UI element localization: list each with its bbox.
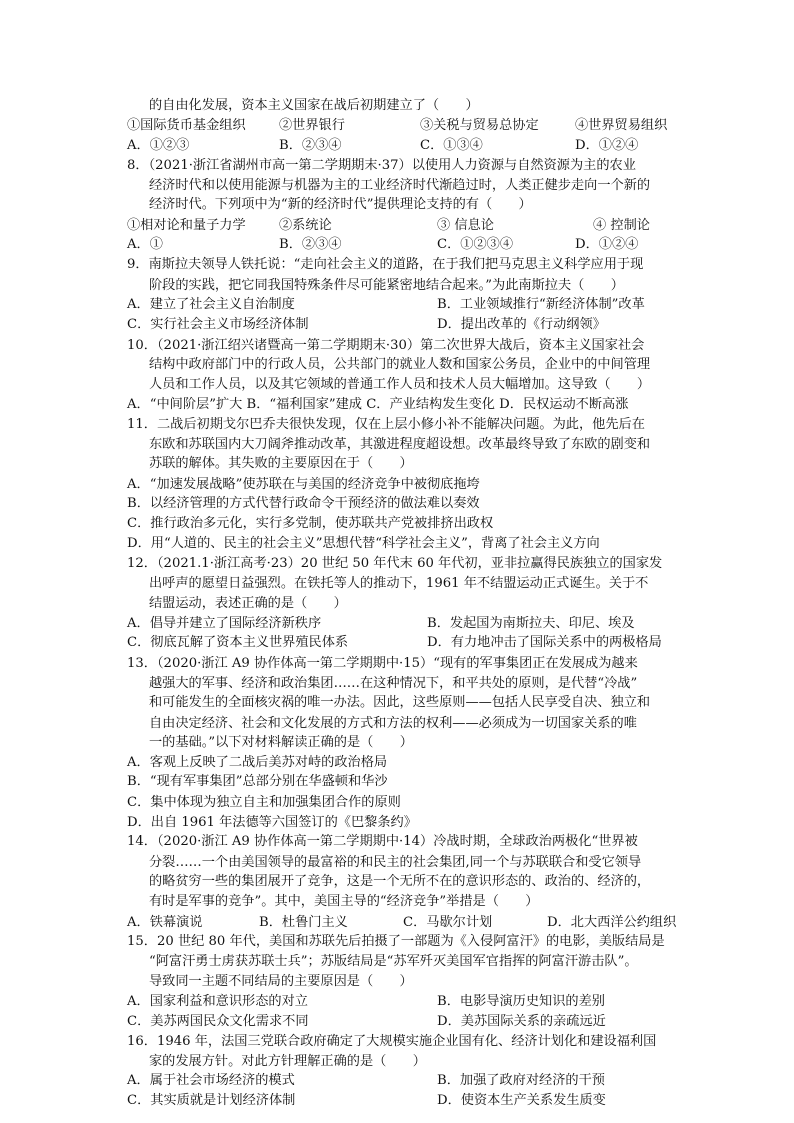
q14-option-d[interactable]: D．北大西洋公约组织	[547, 914, 677, 930]
q12-option-b[interactable]: B．发起国为南斯拉夫、印尼、埃及	[427, 615, 635, 631]
q16-stem-2: 家的发展方针。对此方针理解正确的是（ ）	[149, 1053, 426, 1069]
q16-options-row-1	[127, 1071, 687, 1092]
q9-stem-1: 9．南斯拉夫领导人铁托说：“走向社会主义的道路，在于我们把马克思主义科学应用于现	[127, 257, 644, 273]
q15-option-b[interactable]: B．电影导演历史知识的差别	[437, 993, 605, 1009]
q12-stem-1: 12．（2021.1·浙江高考·23）20 世纪 50 年代末 60 年代初，亚非拉赢得民族独立的国家发	[127, 556, 663, 572]
q7-item-3: ③关税与贸易总协定	[420, 118, 539, 134]
q16-option-c[interactable]: C．其实质就是计划经济体制	[127, 1093, 296, 1109]
q13-option-a[interactable]: A．客观上反映了二战后美苏对峙的政治格局	[127, 755, 388, 771]
q9-option-d[interactable]: D．提出改革的《行动纲领》	[437, 317, 606, 333]
q9-options-row-1	[127, 295, 687, 316]
q15-option-d[interactable]: D．美苏国际关系的亲疏远近	[437, 1014, 606, 1030]
q15-stem-1: 15．20 世纪 80 年代，美国和苏联先后拍摄了一部题为《入侵阿富汗》的电影，美版结局是	[127, 933, 665, 949]
q11-stem-3: 苏联的解体。其失败的主要原因在于（ ）	[149, 456, 413, 472]
q16-option-b[interactable]: B．加强了政府对经济的干预	[437, 1073, 605, 1089]
q8-option-b[interactable]: B．②③④	[279, 237, 342, 253]
q8-stem-3: 经济时代。下列项中为“新的经济时代”提供理论支持的有（ ）	[149, 197, 532, 213]
q14-stem-4: 有时是军事的竞争”。其中，美国主导的“经济竞争”举措是（ ）	[149, 894, 539, 910]
q13-stem-2: 越强大的军事、经济和政治集团……在这种情况下，和平共处的原则，是代替“冷战”	[149, 675, 638, 691]
q16-stem-1: 16．1946 年，法国三党联合政府确定了大规模实施企业国有化、经济计划化和建设福利国	[127, 1033, 657, 1049]
q13-option-c[interactable]: C．集中体现为独立自主和加强集团合作的原则	[127, 794, 401, 810]
q14-stem-1: 14．（2020·浙江 A9 协作体高一第二学期期中·14）冷战时期，全球政治两极化“世界被	[127, 834, 638, 850]
q12-stem-3: 结盟运动，表述正确的是（ ）	[149, 595, 347, 611]
q16-option-d[interactable]: D．使资本生产关系发生质变	[437, 1093, 606, 1109]
q12-options-row-2	[127, 633, 687, 654]
q8-items-row	[127, 206, 687, 234]
q7-item-1: ①国际货币基金组织	[127, 118, 246, 134]
q8-stem-1: 8．（2021·浙江省湖州市高一第二学期期末·37）以使用人力资源与自然资源为主的农业	[127, 157, 636, 173]
q13-option-b[interactable]: B．“现有军事集团”总部分别在华盛顿和华沙	[127, 774, 388, 790]
q10-options[interactable]: A．“中间阶层”扩大 B．“福利国家”建成 C．产业结构发生变化 D．民权运动不断高涨	[127, 396, 629, 412]
q12-stem-2: 出呼声的愿望日益强烈。在铁托等人的推动下，1961 年不结盟运动正式诞生。关于不	[149, 576, 649, 592]
q14-stem-3: 的略贫穷一些的集团展开了竞争，这是一个无所不在的意识形态的、政治的、经济的，	[149, 874, 651, 890]
q8-stem-2: 经济时代和以使用能源与机器为主的工业经济时代渐趋过时，人类正健步走向一个新的	[149, 178, 651, 194]
q15-stem-2: “阿富汗勇士虏获苏联士兵”；苏版结局是“苏军歼灭美国军官指挥的阿富汗游击队”。	[149, 954, 638, 970]
q9-option-b[interactable]: B．工业领域推行“新经济体制”改革	[437, 297, 645, 312]
q12-option-a[interactable]: A．倡导并建立了国际经济新秩序	[127, 615, 322, 631]
q14-options	[127, 913, 687, 934]
q7-item-4: ④世界贸易组织	[575, 118, 668, 134]
q7-items	[127, 116, 687, 137]
q14-option-c[interactable]: C．马歇尔计划	[403, 914, 493, 930]
q9-options-row-2	[127, 315, 687, 336]
q7-option-b[interactable]: B．②③④	[279, 137, 342, 153]
q15-option-c[interactable]: C．美苏两国民众文化需求不同	[127, 1014, 309, 1030]
q8-option-c[interactable]: C．①②③④	[437, 237, 514, 253]
q9-option-c[interactable]: C．实行社会主义市场经济体制	[127, 317, 309, 333]
q15-option-a[interactable]: A．国家利益和意识形态的对立	[127, 993, 308, 1009]
q12-options-row-1	[127, 614, 687, 635]
q8-option-a[interactable]: A．①	[127, 237, 163, 253]
q13-stem-5: 一的基础。”以下对材料解读正确的是（ ）	[149, 734, 413, 750]
q10-stem-1: 10．（2021·浙江绍兴诸暨高一第二学期期末·30）第二次世界大战后，资本主义国家社会	[127, 337, 645, 353]
q16-options-row-2	[127, 1091, 687, 1112]
q8-item-1: ①相对论和量子力学	[127, 218, 246, 234]
q7-option-d[interactable]: D．①②④	[575, 137, 639, 153]
q14-stem-2: 分裂……一个由美国领导的最富裕的和民主的社会集团,同一个与苏联联合和受它领导	[149, 854, 642, 870]
q11-stem-1: 11．二战后初期戈尔巴乔夫很快发现，仅在上层小修小补不能解决问题。为此，他先后在	[127, 416, 645, 432]
q13-stem-3: 和可能发生的全面核灾祸的唯一办法。因此，这些原则——包括人民享受自决、独立和	[149, 695, 651, 711]
q12-option-c[interactable]: C．彻底瓦解了资本主义世界殖民体系	[127, 635, 349, 651]
q13-option-d[interactable]: D．出自 1961 年法德等六国签订的《巴黎条约》	[127, 815, 417, 831]
q8-options	[127, 235, 687, 256]
q14-option-b[interactable]: B．杜鲁门主义	[259, 914, 348, 930]
q11-option-c[interactable]: C．推行政治多元化，实行多党制，使苏联共产党被排挤出政权	[127, 516, 494, 532]
q16-option-a[interactable]: A．属于社会市场经济的模式	[127, 1073, 295, 1089]
q8-option-d[interactable]: D．①②④	[575, 237, 639, 253]
q9-stem-2: 阶段的实践，把它同我国特殊条件尽可能紧密地结合起来。”为此南斯拉夫（ ）	[149, 277, 624, 293]
q14-option-a[interactable]: A．铁幕演说	[127, 914, 203, 930]
q11-option-b[interactable]: B．以经济管理的方式代替行政命令干预经济的做法难以奏效	[127, 496, 480, 512]
q15-stem-3: 导致同一主题不同结局的主要原因是（ ）	[149, 973, 413, 989]
q8-item-4: ④ 控制论	[593, 218, 650, 234]
q8-item-2: ②系统论	[279, 218, 332, 234]
q15-options-row-2	[127, 1012, 687, 1033]
q7-option-a[interactable]: A．①②③	[127, 137, 190, 153]
q12-option-d[interactable]: D．有力地冲击了国际关系中的两极格局	[427, 635, 662, 651]
q13-stem-4: 自由决定经济、社会和文化发展的方式和方法的权利——必须成为一切国家关系的唯	[149, 715, 637, 731]
q11-option-a[interactable]: A．“加速发展战略”使苏联在与美国的经济竞争中被彻底拖垮	[127, 476, 480, 492]
q13-stem-1: 13．（2020·浙江 A9 协作体高一第二学期期中·15）“现有的军事集团正在发展成为越来	[127, 655, 638, 671]
q10-stem-3: 人员和工作人员，以及其它领域的普通工作人员和技术人员大幅增加。这导致（ ）	[149, 377, 651, 393]
q9-option-a[interactable]: A．建立了社会主义自治制度	[127, 297, 295, 312]
q15-options-row-1	[127, 992, 687, 1013]
q11-option-d[interactable]: D．用“人道的、民主的社会主义”思想代替“科学社会主义”，背离了社会主义方向	[127, 535, 600, 551]
q7-item-2: ②世界银行	[279, 118, 345, 134]
q7-options	[127, 136, 687, 157]
q7-option-c[interactable]: C．①③④	[420, 137, 483, 153]
q11-stem-2: 东欧和苏联国内大刀阔斧推动改革，其激进程度超设想。改革最终导致了东欧的剧变和	[149, 437, 651, 453]
q10-stem-2: 结构中政府部门中的行政人员，公共部门的就业人数和国家公务员，企业中的中间管理	[149, 356, 651, 372]
q8-item-3: ③ 信息论	[437, 218, 494, 234]
q7-stem: 的自由化发展，资本主义国家在战后初期建立了（ ）	[149, 97, 479, 113]
